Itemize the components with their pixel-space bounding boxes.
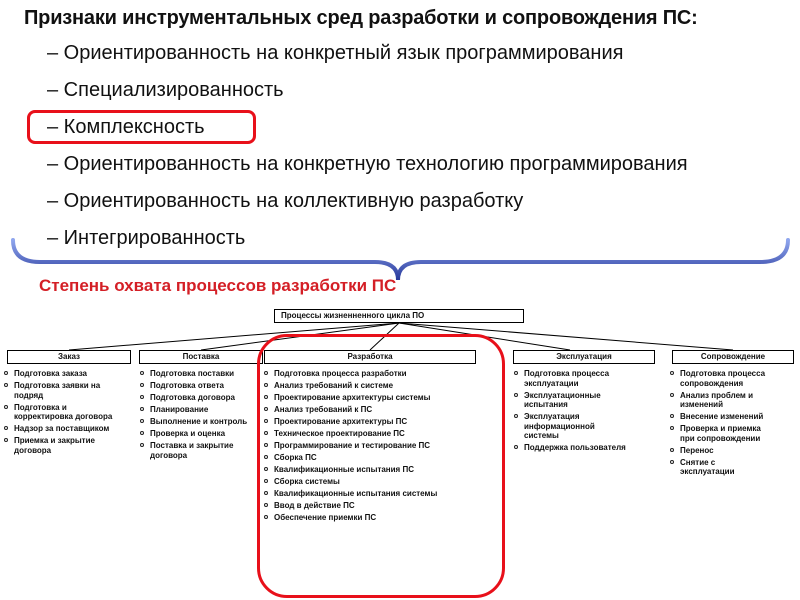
bullet-icon	[140, 371, 144, 375]
list-item: Эксплуатация информационной системы	[514, 412, 626, 441]
bullet-icon	[670, 371, 674, 375]
list-item: Анализ требований к ПС	[264, 405, 444, 415]
process-operation-header: Эксплуатация	[513, 350, 655, 364]
list-item: Обеспечение приемки ПС	[264, 513, 444, 523]
list-item: Проектирование архитектуры ПС	[264, 417, 444, 427]
list-item: Ввод в действие ПС	[264, 501, 444, 511]
feature-item-language: – Ориентированность на конкретный язык программирования	[47, 42, 624, 64]
list-item: Планирование	[140, 405, 248, 415]
list-item: Подготовка процесса эксплуатации	[514, 369, 626, 388]
list-item: Сборка системы	[264, 477, 444, 487]
slide-title: Признаки инструментальных сред разработки и сопровождения ПС:	[24, 7, 698, 29]
list-item: Эксплуатационные испытания	[514, 391, 626, 410]
bullet-icon	[140, 383, 144, 387]
bullet-icon	[4, 371, 8, 375]
list-item: Техническое проектирование ПС	[264, 429, 444, 439]
list-item: Выполнение и контроль	[140, 417, 248, 427]
bullet-icon	[514, 414, 518, 418]
bullet-icon	[4, 405, 8, 409]
list-item: Подготовка договора	[140, 393, 248, 403]
list-item: Подготовка ответа	[140, 381, 248, 391]
list-item: Подготовка и корректировка договора	[4, 403, 120, 422]
list-item: Поддержка пользователя	[514, 443, 626, 453]
bullet-icon	[4, 438, 8, 442]
list-item: Внесение изменений	[670, 412, 770, 422]
bullet-icon	[140, 419, 144, 423]
bullet-icon	[670, 414, 674, 418]
operation-activities-list	[514, 369, 626, 455]
feature-item-team-development: – Ориентированность на коллективную разработку	[47, 190, 524, 212]
list-item: Проверка и оценка	[140, 429, 248, 439]
bullet-icon	[4, 383, 8, 387]
list-item: Сборка ПС	[264, 453, 444, 463]
process-supply-header: Поставка	[139, 350, 263, 364]
feature-item-specialization: – Специализированность	[47, 79, 284, 101]
feature-item-technology: – Ориентированность на конкретную технологию программирования	[47, 153, 688, 175]
bullet-icon	[140, 395, 144, 399]
list-item: Проектирование архитектуры системы	[264, 393, 444, 403]
list-item: Подготовка заказа	[4, 369, 120, 379]
feature-item-complexity: – Комплексность	[47, 116, 205, 138]
scope-label: Степень охвата процессов разработки ПС	[39, 276, 397, 295]
bullet-icon	[140, 407, 144, 411]
list-item: Подготовка поставки	[140, 369, 248, 379]
list-item: Поставка и закрытие договора	[140, 441, 248, 460]
bullet-icon	[670, 460, 674, 464]
process-maintenance-header: Сопровождение	[672, 350, 794, 364]
bullet-icon	[4, 426, 8, 430]
bullet-icon	[140, 431, 144, 435]
lifecycle-root-box: Процессы жизненненного цикла ПО	[274, 309, 524, 323]
list-item: Подготовка заявки на подряд	[4, 381, 120, 400]
supply-activities-list	[140, 369, 248, 463]
list-item: Перенос	[670, 446, 770, 456]
bullet-icon	[670, 448, 674, 452]
bullet-icon	[514, 445, 518, 449]
list-item: Квалификационные испытания ПС	[264, 465, 444, 475]
list-item: Приемка и закрытие договора	[4, 436, 120, 455]
order-activities-list	[4, 369, 120, 458]
bullet-icon	[514, 371, 518, 375]
list-item: Анализ требований к системе	[264, 381, 444, 391]
bullet-icon	[670, 426, 674, 430]
list-item: Подготовка процесса разработки	[264, 369, 444, 379]
list-item: Подготовка процесса сопровождения	[670, 369, 770, 388]
bullet-icon	[670, 393, 674, 397]
list-item: Проверка и приемка при сопровождении	[670, 424, 770, 443]
list-item: Программирование и тестирование ПС	[264, 441, 444, 451]
bullet-icon	[140, 443, 144, 447]
process-order-header: Заказ	[7, 350, 131, 364]
list-item: Надзор за поставщиком	[4, 424, 120, 434]
list-item: Анализ проблем и изменений	[670, 391, 770, 410]
feature-item-integration: – Интегрированность	[47, 227, 246, 249]
process-development-header: Разработка	[264, 350, 476, 364]
bullet-icon	[514, 393, 518, 397]
development-highlight-oval	[257, 334, 505, 598]
maintenance-activities-list	[670, 369, 770, 479]
list-item: Снятие с эксплуатации	[670, 458, 770, 477]
list-item: Квалификационные испытания системы	[264, 489, 444, 499]
